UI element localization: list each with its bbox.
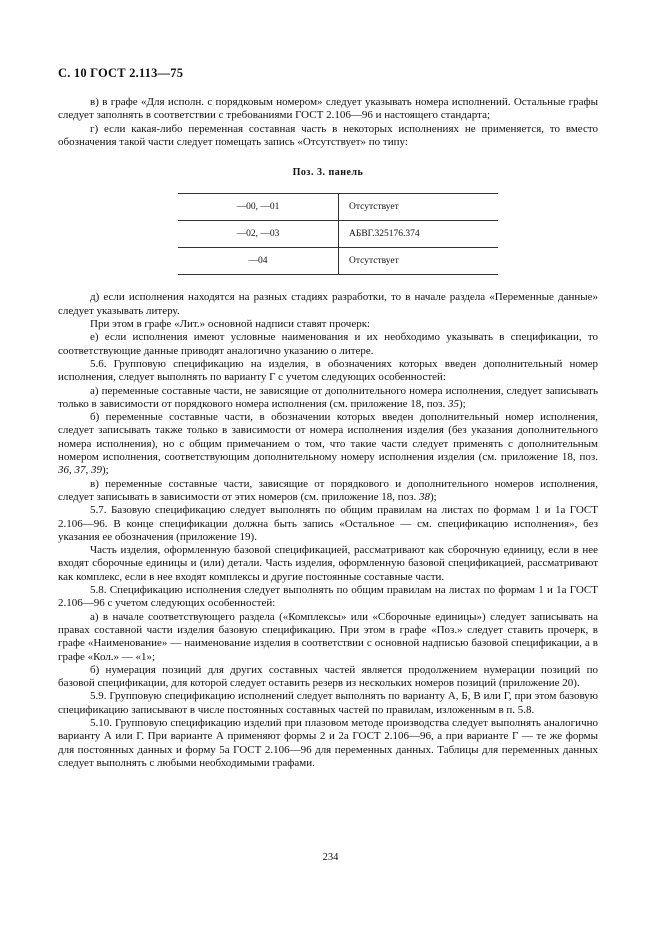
position-ref: 38 <box>418 490 430 503</box>
paragraph-e: е) если исполнения имеют условные наименования и их необходимо указывать в спецификации, то соответствующие данные приводят аналогично указанию о литере. <box>58 331 598 357</box>
designation-cell: Отсутствует <box>339 194 499 221</box>
paragraph-5-8: 5.8. Спецификацию исполнения следует выполнять по общим правилам на листах по формам 1 и 1а ГОСТ 2.106—96 с учетом следующих особенностей: <box>58 584 598 610</box>
position-ref: 39 <box>91 464 102 477</box>
paragraph-5-10: 5.10. Групповую спецификацию изделий при плазовом методе производства следует выполнять аналогично варианту А или Г. При варианте А применяют формы 2 и 2а ГОСТ 2.106—96, а при варианте Г — те же формы для постоянных данных и форму 5а ГОСТ 2.106—96 для переменных данных. Таблицы для переменных данных следует выполнять с любыми необходимыми графами. <box>58 716 598 769</box>
document-body <box>58 96 598 770</box>
paragraph-lit: При этом в графе «Лит.» основной надписи ставят прочерк: <box>90 318 371 331</box>
position-ref: 36 <box>58 464 69 477</box>
paragraph-5-7: 5.7. Базовую спецификацию следует выполнять по общим правилам на листах по формам 1 и 1а ГОСТ 2.106—96. В конце спецификации должна быть запись «Остальное — см. спецификацию исполнения», без указания ее обозначения (приложение 19). <box>58 504 598 543</box>
ref-close: ); <box>102 464 109 477</box>
table-row <box>178 248 498 275</box>
paragraph-text: в) переменные составные части, зависящие от порядкового и дополнительного номеров исполнения, следует записывать в зависимости от этих номеров (см. приложение 18, поз. <box>58 477 598 503</box>
variants-table <box>178 193 498 275</box>
paragraph-d: д) если исполнения находятся на разных стадиях разработки, то в начале раздела «Переменные данные» следует указывать литеру. <box>58 291 598 317</box>
paragraph-5-8-b: б) нумерация позиций для других составных частей является продолжением нумерации позиций по базовой спецификации, для которой следует оставить резерв из нескольких номеров позиций (приложение 20). <box>58 663 598 690</box>
page-number: 234 <box>322 852 339 863</box>
variant-cell: —02, —03 <box>178 221 339 248</box>
ref-separator: , <box>69 464 75 477</box>
paragraph-5-6-b <box>58 411 598 477</box>
paragraph-text: а) переменные составные части, не зависящие от дополнительного номера исполнения, следует записывать только в зависимости от порядкового номера исполнения (см. приложение 18, поз. <box>58 384 598 410</box>
ref-separator: , <box>85 464 91 477</box>
ref-close: ); <box>429 490 437 503</box>
paragraph-g: г) если какая-либо переменная составная часть в некоторых исполнениях не применяется, то вместо обозначения такой части следует помещать запись «Отсутствует» по типу: <box>58 122 598 148</box>
variant-cell: —04 <box>178 248 339 275</box>
variant-cell: —00, —01 <box>178 194 339 221</box>
ref-close: ); <box>458 397 466 410</box>
paragraph-v: в) в графе «Для исполн. с порядковым номером» следует указывать номера исполнений. Остальные графы следует заполнять в соответствии с требованиями ГОСТ 2.106—96 и настоящего стандарта; <box>58 96 598 122</box>
paragraph-5-6-a <box>58 385 598 412</box>
table-row <box>178 194 498 221</box>
paragraph-5-9: 5.9. Групповую спецификацию исполнений следует выполнять по варианту А, Б, В или Г, при этом базовую спецификацию записывают в числе постоянных составных частей по правилам, изложенным в п. 5.8. <box>58 690 598 716</box>
paragraph-text: б) переменные составные части, в обозначении которых введен дополнительный номер исполнения, следует записывать также только в зависимости от номера исполнения изделия (без указания дополнительного номера исполнения), но с общим примечанием о том, что такие части следует применять с дополнительным номером исполнения, соответствующим дополнительному номеру исполнения изделия (см. приложение 18, поз. <box>58 411 598 464</box>
table-row <box>178 221 498 248</box>
paragraph-5-6: 5.6. Групповую спецификацию на изделия, в обозначениях которых введен дополнительный номер исполнения, следует выполнять по варианту Г с учетом следующих особенностей: <box>58 357 598 384</box>
designation-cell: АБВГ.325176.374 <box>339 221 499 248</box>
paragraph-5-8-a: а) в начале соответствующего раздела («Комплексы» или «Сборочные единицы») следует записывать на правах составной части изделия базовую спецификацию. При этом в графе «Поз.» следует ставить прочерк, в графе «Наименование» — наименование изделия в соответствии с основной надписью базовой спецификации, а в графе «Кол.» — «1»; <box>58 610 598 663</box>
page-header: С. 10 ГОСТ 2.113—75 <box>58 66 184 80</box>
designation-cell: Отсутствует <box>339 248 499 275</box>
paragraph-5-6-v <box>58 478 598 505</box>
position-ref: 35 <box>447 397 459 410</box>
table-caption: Поз. 3. панель <box>292 167 364 179</box>
position-ref: 37 <box>74 464 86 477</box>
paragraph-5-7-part: Часть изделия, оформленную базовой спецификацией, рассматривают как сборочную единицу, если в нее входят сборочные единицы и (или) детали. Часть изделия, оформленную базовой спецификацией, рассматривают как комплекс, если в нее входят комплексы и другие постоянные составные части. <box>58 544 598 583</box>
